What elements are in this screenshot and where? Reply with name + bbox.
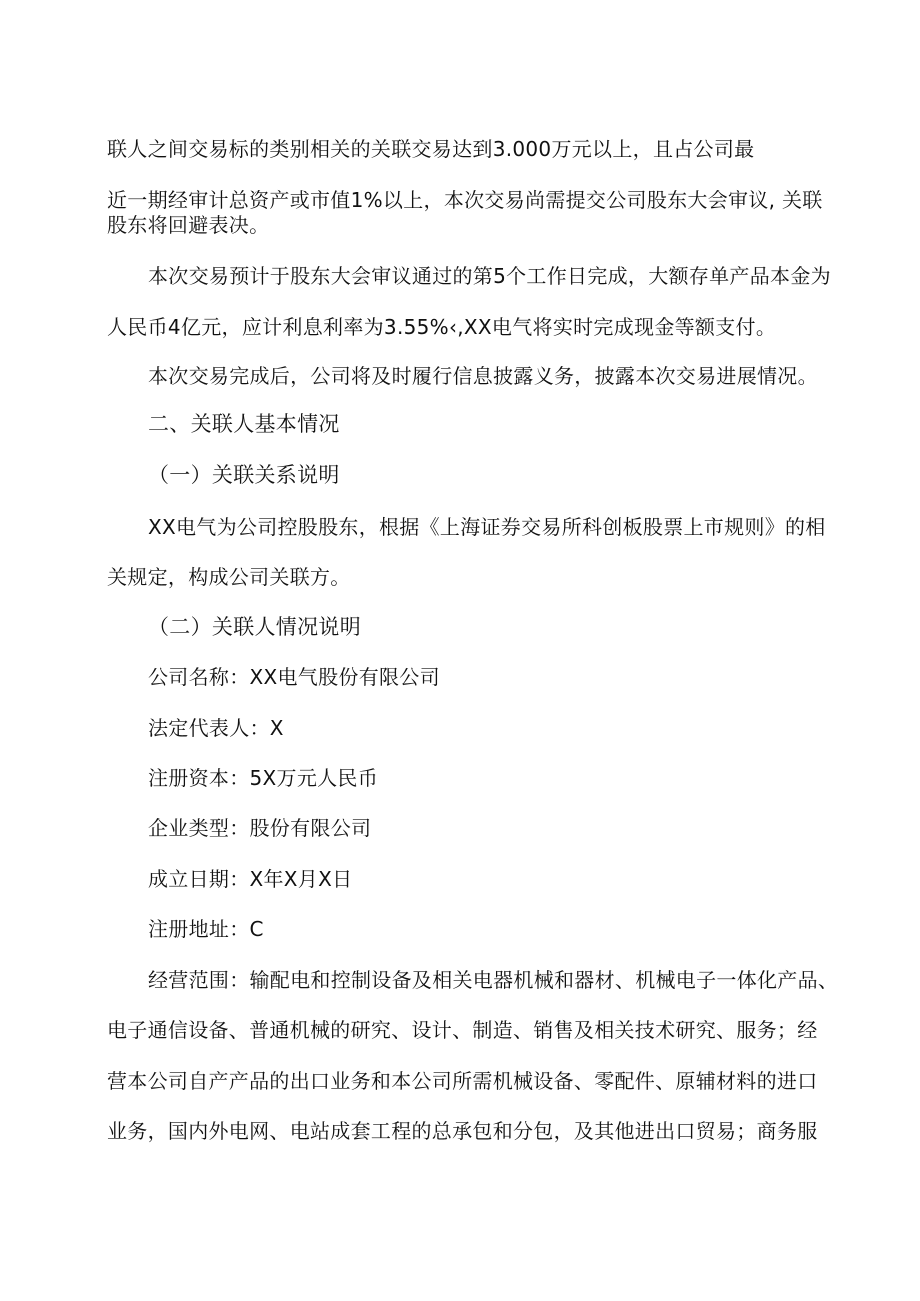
paragraph-line: 人民币4亿元，应计利息利率为3.55%‹,XX电气将实时完成现金等额支付。 [107, 315, 777, 339]
paragraph-line: XX电气为公司控股股东，根据《上海证券交易所科创板股票上市规则》的相 [148, 515, 826, 539]
paragraph-line: 近一期经审计总资产或市值1%以上，本次交易尚需提交公司股东大会审议, 关联 [107, 188, 823, 212]
paragraph-line: 业务，国内外电网、电站成套工程的总承包和分包，及其他进出口贸易；商务服 [107, 1119, 818, 1143]
subsection-heading: （一）关联关系说明 [148, 463, 340, 487]
legal-representative-line: 法定代表人：X [148, 716, 284, 740]
established-date-line: 成立日期：X年X月X日 [148, 867, 353, 891]
paragraph-line: 本次交易预计于股东大会审议通过的第5个工作日完成，大额存单产品本金为 [148, 264, 831, 288]
paragraph-line: 电子通信设备、普通机械的研究、设计、制造、销售及相关技术研究、服务；经 [107, 1018, 818, 1042]
enterprise-type-line: 企业类型：股份有限公司 [148, 816, 372, 840]
paragraph-line: 联人之间交易标的类别相关的关联交易达到3.000万元以上，且占公司最 [107, 137, 755, 161]
section-heading: 二、关联人基本情况 [148, 412, 340, 436]
paragraph-line: 营本公司自产产品的出口业务和本公司所需机械设备、零配件、原辅材料的进口 [107, 1069, 818, 1093]
registered-capital-line: 注册资本：5X万元人民币 [148, 766, 379, 790]
company-name-line: 公司名称：XX电气股份有限公司 [148, 665, 440, 689]
subsection-heading: （二）关联人情况说明 [148, 615, 361, 639]
paragraph-line: 关规定，构成公司关联方。 [107, 565, 351, 589]
registered-address-line: 注册地址：C [148, 917, 264, 941]
business-scope-line: 经营范围：输配电和控制设备及相关电器机械和器材、机械电子一体化产品、 [148, 968, 839, 992]
paragraph-line: 股东将回避表决。 [107, 213, 270, 237]
paragraph-line: 本次交易完成后，公司将及时履行信息披露义务，披露本次交易进展情况。 [148, 364, 818, 388]
